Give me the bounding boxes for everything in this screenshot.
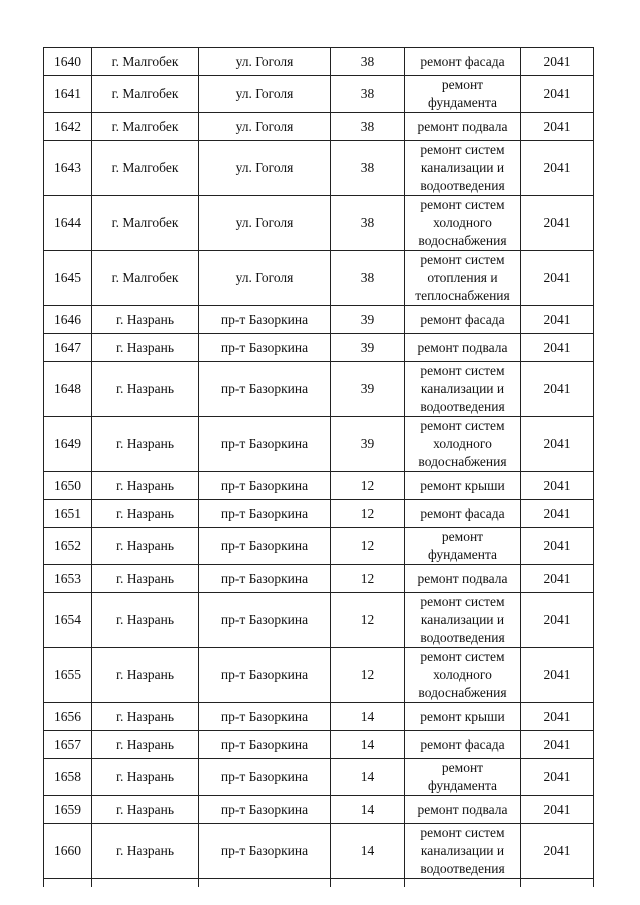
row-number: 1645 — [44, 251, 92, 306]
table-row — [44, 334, 594, 362]
city-cell: г. Назрань — [92, 593, 199, 648]
house-number-cell: 38 — [331, 251, 405, 306]
row-number: 1652 — [44, 528, 92, 565]
year-cell: 2041 — [521, 113, 594, 141]
year-cell: 2041 — [521, 759, 594, 796]
street-cell: пр-т Базоркина — [199, 500, 331, 528]
year-cell: 2041 — [521, 362, 594, 417]
street-cell: ул. Гоголя — [199, 141, 331, 196]
row-number: 1659 — [44, 796, 92, 824]
work-type-cell: ремонт фасада — [405, 306, 521, 334]
city-cell: г. Малгобек — [92, 251, 199, 306]
work-type-cell: ремонт систем канализации и водоотведения — [405, 141, 521, 196]
year-cell: 2041 — [521, 703, 594, 731]
work-type-cell: ремонт фасада — [405, 500, 521, 528]
city-cell: г. Малгобек — [92, 48, 199, 76]
house-number-cell: 14 — [331, 703, 405, 731]
year-cell: 2041 — [521, 196, 594, 251]
table-row — [44, 196, 594, 251]
table-continuation — [44, 879, 594, 887]
work-type-cell: ремонт подвала — [405, 113, 521, 141]
street-cell: пр-т Базоркина — [199, 648, 331, 703]
row-number: 1640 — [44, 48, 92, 76]
table-row — [44, 824, 594, 879]
year-cell: 2041 — [521, 565, 594, 593]
table-row — [44, 500, 594, 528]
work-type-cell: ремонт фасада — [405, 731, 521, 759]
house-number-cell: 12 — [331, 528, 405, 565]
work-type-cell: ремонт систем канализации и водоотведения — [405, 593, 521, 648]
work-type-cell: ремонт систем канализации и водоотведения — [405, 362, 521, 417]
year-cell: 2041 — [521, 593, 594, 648]
house-number-cell: 14 — [331, 824, 405, 879]
house-number-cell: 12 — [331, 565, 405, 593]
row-number: 1649 — [44, 417, 92, 472]
year-cell: 2041 — [521, 417, 594, 472]
house-number-cell: 38 — [331, 76, 405, 113]
street-cell: ул. Гоголя — [199, 76, 331, 113]
work-type-cell: ремонт подвала — [405, 334, 521, 362]
row-number: 1656 — [44, 703, 92, 731]
street-cell: пр-т Базоркина — [199, 824, 331, 879]
street-cell: ул. Гоголя — [199, 113, 331, 141]
city-cell: г. Назрань — [92, 528, 199, 565]
city-cell: г. Назрань — [92, 362, 199, 417]
house-number-cell: 39 — [331, 362, 405, 417]
row-number: 1647 — [44, 334, 92, 362]
city-cell: г. Малгобек — [92, 113, 199, 141]
row-number: 1643 — [44, 141, 92, 196]
street-cell: пр-т Базоркина — [199, 306, 331, 334]
street-cell: пр-т Базоркина — [199, 796, 331, 824]
table-row — [44, 306, 594, 334]
row-number: 1658 — [44, 759, 92, 796]
house-number-cell: 14 — [331, 796, 405, 824]
city-cell: г. Назрань — [92, 472, 199, 500]
street-cell: ул. Гоголя — [199, 196, 331, 251]
empty-cell — [44, 879, 92, 887]
row-number: 1655 — [44, 648, 92, 703]
street-cell: ул. Гоголя — [199, 251, 331, 306]
street-cell: пр-т Базоркина — [199, 593, 331, 648]
house-number-cell: 39 — [331, 306, 405, 334]
house-number-cell: 39 — [331, 334, 405, 362]
year-cell: 2041 — [521, 334, 594, 362]
housing-repair-table — [43, 47, 594, 887]
house-number-cell: 38 — [331, 196, 405, 251]
city-cell: г. Назрань — [92, 417, 199, 472]
house-number-cell: 38 — [331, 48, 405, 76]
row-number: 1648 — [44, 362, 92, 417]
street-cell: пр-т Базоркина — [199, 417, 331, 472]
row-number: 1653 — [44, 565, 92, 593]
work-type-cell: ремонт систем канализации и водоотведения — [405, 824, 521, 879]
city-cell: г. Назрань — [92, 824, 199, 879]
city-cell: г. Назрань — [92, 796, 199, 824]
house-number-cell: 12 — [331, 500, 405, 528]
year-cell: 2041 — [521, 824, 594, 879]
work-type-cell: ремонт фасада — [405, 48, 521, 76]
table-row — [44, 796, 594, 824]
city-cell: г. Назрань — [92, 565, 199, 593]
row-number: 1654 — [44, 593, 92, 648]
work-type-cell: ремонт фундамента — [405, 759, 521, 796]
house-number-cell: 14 — [331, 759, 405, 796]
year-cell: 2041 — [521, 141, 594, 196]
table-row — [44, 565, 594, 593]
row-number: 1660 — [44, 824, 92, 879]
empty-cell — [331, 879, 405, 887]
year-cell: 2041 — [521, 472, 594, 500]
city-cell: г. Назрань — [92, 334, 199, 362]
house-number-cell: 12 — [331, 648, 405, 703]
city-cell: г. Малгобек — [92, 141, 199, 196]
house-number-cell: 12 — [331, 472, 405, 500]
table-row — [44, 48, 594, 76]
street-cell: пр-т Базоркина — [199, 334, 331, 362]
row-number: 1657 — [44, 731, 92, 759]
work-type-cell: ремонт систем холодного водоснабжения — [405, 196, 521, 251]
city-cell: г. Назрань — [92, 500, 199, 528]
city-cell: г. Малгобек — [92, 76, 199, 113]
street-cell: пр-т Базоркина — [199, 565, 331, 593]
row-number: 1646 — [44, 306, 92, 334]
row-number: 1651 — [44, 500, 92, 528]
table-row — [44, 703, 594, 731]
table-row — [44, 362, 594, 417]
city-cell: г. Назрань — [92, 759, 199, 796]
empty-cell — [199, 879, 331, 887]
table-row — [44, 648, 594, 703]
city-cell: г. Назрань — [92, 648, 199, 703]
street-cell: пр-т Базоркина — [199, 731, 331, 759]
work-type-cell: ремонт систем отопления и теплоснабжения — [405, 251, 521, 306]
house-number-cell: 38 — [331, 113, 405, 141]
work-type-cell: ремонт крыши — [405, 703, 521, 731]
year-cell: 2041 — [521, 796, 594, 824]
row-number: 1644 — [44, 196, 92, 251]
work-type-cell: ремонт крыши — [405, 472, 521, 500]
street-cell: пр-т Базоркина — [199, 362, 331, 417]
row-number: 1641 — [44, 76, 92, 113]
empty-cell — [92, 879, 199, 887]
house-number-cell: 38 — [331, 141, 405, 196]
table-row — [44, 528, 594, 565]
table-row — [44, 141, 594, 196]
year-cell: 2041 — [521, 76, 594, 113]
table-row — [44, 731, 594, 759]
street-cell: пр-т Базоркина — [199, 759, 331, 796]
year-cell: 2041 — [521, 500, 594, 528]
work-type-cell: ремонт подвала — [405, 796, 521, 824]
street-cell: пр-т Базоркина — [199, 703, 331, 731]
city-cell: г. Назрань — [92, 306, 199, 334]
table-row — [44, 251, 594, 306]
work-type-cell: ремонт фундамента — [405, 76, 521, 113]
table-row — [44, 759, 594, 796]
street-cell: пр-т Базоркина — [199, 472, 331, 500]
table-row — [44, 76, 594, 113]
table-row — [44, 593, 594, 648]
year-cell: 2041 — [521, 528, 594, 565]
street-cell: пр-т Базоркина — [199, 528, 331, 565]
table-row — [44, 417, 594, 472]
house-number-cell: 39 — [331, 417, 405, 472]
work-type-cell: ремонт фундамента — [405, 528, 521, 565]
city-cell: г. Малгобек — [92, 196, 199, 251]
year-cell: 2041 — [521, 48, 594, 76]
house-number-cell: 12 — [331, 593, 405, 648]
row-number: 1642 — [44, 113, 92, 141]
work-type-cell: ремонт систем холодного водоснабжения — [405, 417, 521, 472]
row-number: 1650 — [44, 472, 92, 500]
empty-cell — [405, 879, 521, 887]
year-cell: 2041 — [521, 648, 594, 703]
table-body — [44, 48, 594, 887]
house-number-cell: 14 — [331, 731, 405, 759]
year-cell: 2041 — [521, 731, 594, 759]
year-cell: 2041 — [521, 251, 594, 306]
table-row — [44, 472, 594, 500]
city-cell: г. Назрань — [92, 703, 199, 731]
work-type-cell: ремонт систем холодного водоснабжения — [405, 648, 521, 703]
empty-cell — [521, 879, 594, 887]
street-cell: ул. Гоголя — [199, 48, 331, 76]
work-type-cell: ремонт подвала — [405, 565, 521, 593]
year-cell: 2041 — [521, 306, 594, 334]
table-row — [44, 113, 594, 141]
city-cell: г. Назрань — [92, 731, 199, 759]
